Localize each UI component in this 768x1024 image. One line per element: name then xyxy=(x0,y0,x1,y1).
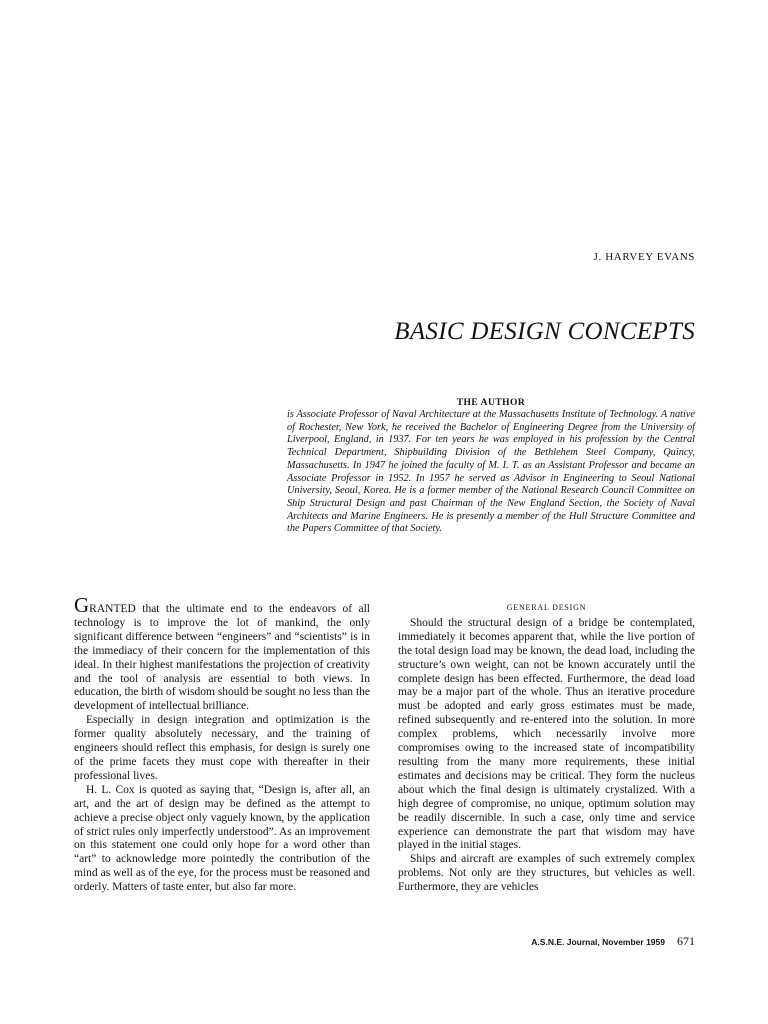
author-bio xyxy=(287,398,695,536)
author-name: J. HARVEY EVANS xyxy=(593,251,695,263)
bio-text: is Associate Professor of Naval Architecture at the Massachusetts Institute of Technology. A native of Rochester, New York, he received the Bachelor of Engineering Degree from the University of Liverpool, England, in 1937. For ten years he was employed in his profession by the Central Technical Department, Shipbuilding Division of the Bethlehem Steel Company, Quincy, Massachusetts. In 1947 he joined the faculty of M. I. T. as an Assistant Professor and became an Associate Professor in 1952. In 1957 he served as Advisor in Engineering to Seoul National University, Seoul, Korea. He is a former member of the National Research Council Committee on Ship Structural Design and past Chairman of the New England Section, the Society of Naval Architects and Marine Engineers. He is presently a member of the Hull Structure Committee and the Papers Committee of that Society. xyxy=(287,409,695,535)
lead-in: RANTED xyxy=(89,603,136,615)
right-paragraph-1: Should the structural design of a bridge be contemplated, immediately it becomes apparent that, while the live portion of the total design load may be known, the dead load, including the structure’s own weight, can not be known accurately until the complete design has been effected. Furthermore, the dead load may be a major part of the whole. Thus an iterative procedure must be adopted and early gross estimates must be made, refined subsequently and re-entered into the solution. In more complex problems, which necessarily involve more compromises owing to the increased state of incompatibility resulting from the many more requirements, these initial estimates and decisions may be critical. They form the nucleus about which the final design is ultimately crystalized. With a high degree of compromise, no unique, optimum solution may be readily discernible. In such a case, only time and service experience can demonstrate the part that wisdom may have played in the initial stages. xyxy=(398,616,695,852)
drop-cap: G xyxy=(74,593,90,617)
left-paragraph-3: H. L. Cox is quoted as saying that, “Design is, after all, an art, and the art of design may be defined as the attempt to achieve a precise object only vaguely known, by the application of strict rules only imperfectly understood”. As an improvement on this statement one could only hope for a word other than “art” to acknowledge more pointedly the contribution of the mind as well as of the eye, for the process must be reasoned and orderly. Matters of taste enter, but also far more. xyxy=(74,783,370,894)
right-column xyxy=(398,601,695,895)
left-column xyxy=(74,593,370,895)
page-footer xyxy=(531,934,695,949)
page-number: 671 xyxy=(677,934,695,948)
article-title: BASIC DESIGN CONCEPTS xyxy=(394,318,695,345)
section-heading: GENERAL DESIGN xyxy=(506,603,587,612)
right-paragraph-2: Ships and aircraft are examples of such extremely complex problems. Not only are they structures, but vehicles as well. Furthermore, they are vehicles xyxy=(398,853,695,894)
left-paragraph-2: Especially in design integration and optimization is the former quality absolutely necessary, and the training of engineers should reflect this emphasis, for design is surely one of the prime facets they must cope with thereafter in their professional lives. xyxy=(74,714,370,782)
left-paragraph-1-text: that the ultimate end to the endeavors of all technology is to improve the lot of mankind, the only significant difference between “engineers” and “scientists” is in the immediacy of their concern for the implementation of this ideal. In their highest manifestations the projection of creativity and the tool of analysis are essential to both views. In education, the birth of wisdom should be sought no less than the development of intellectual brilliance. xyxy=(74,603,370,713)
bio-heading: THE AUTHOR xyxy=(456,398,526,408)
left-paragraph-1 xyxy=(74,593,370,714)
journal-citation: A.S.N.E. Journal, November 1959 xyxy=(531,937,665,947)
